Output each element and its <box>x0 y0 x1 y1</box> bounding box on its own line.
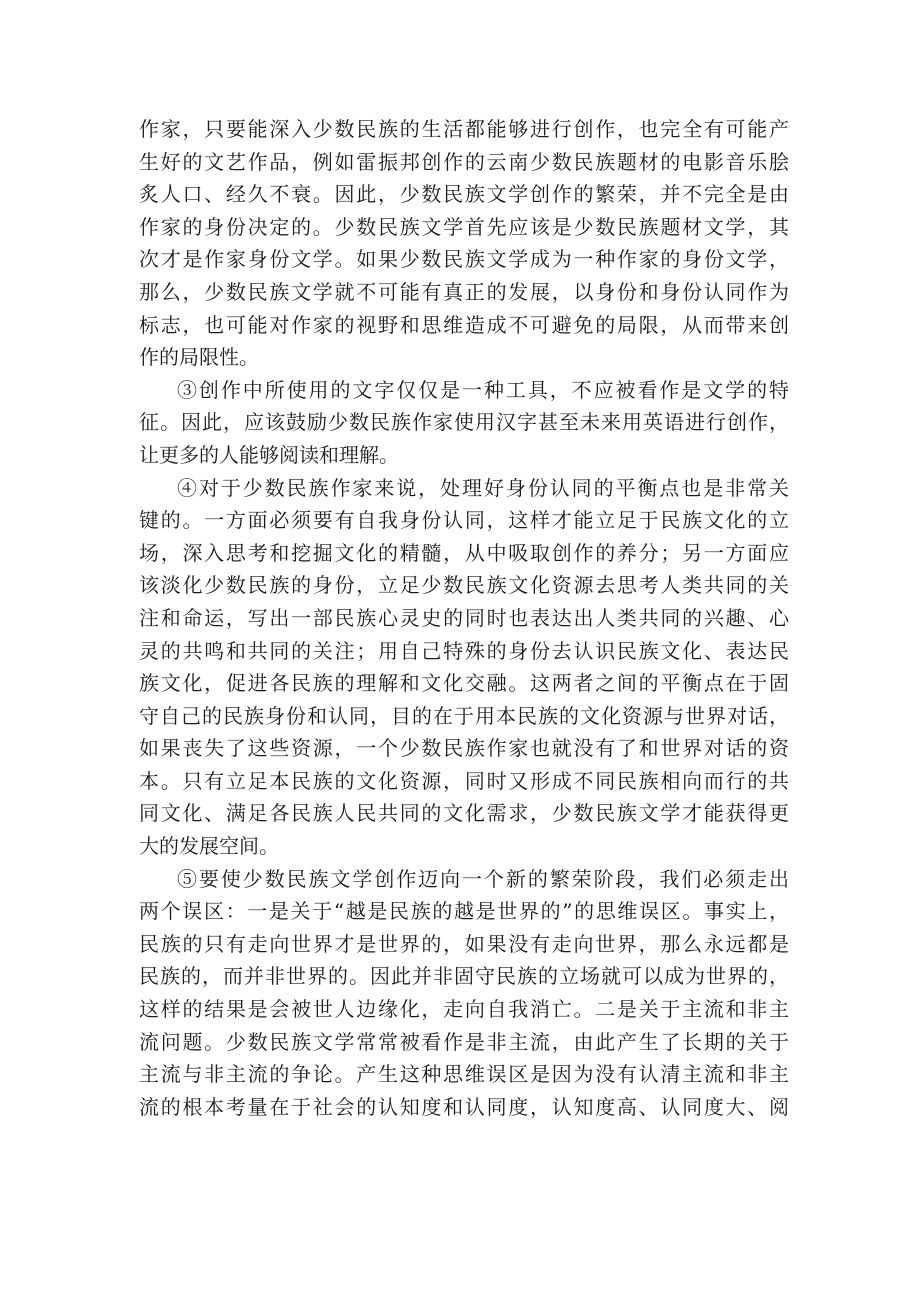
text-line: 标志，也可能对作家的视野和思维造成不可避免的局限，从而带来创 <box>139 312 789 337</box>
text-line: 让更多的人能够阅读和理解。 <box>139 442 399 467</box>
text-line: 如果丧失了这些资源，一个少数民族作家也就没有了和世界对话的资 <box>139 736 789 761</box>
text-line: 族文化，促进各民族的理解和文化交融。这两者之间的平衡点在于固 <box>139 671 789 696</box>
text-line: 守自己的民族身份和认同，目的在于用本民族的文化资源与世界对话， <box>139 703 789 728</box>
text-line: 生好的文艺作品，例如雷振邦创作的云南少数民族题材的电影音乐脍 <box>139 149 789 174</box>
article-body <box>139 113 789 1123</box>
paragraph-3-first-line: ③创作中所使用的文字仅仅是一种工具，不应被看作是文学的特 <box>177 377 789 402</box>
text-line: 灵的共鸣和共同的关注；用自己特殊的身份去认识民族文化、表达民 <box>139 638 789 663</box>
text-line: 民族的只有走向世界才是世界的，如果没有走向世界，那么永远都是 <box>139 931 789 956</box>
text-line: 流问题。少数民族文学常常被看作是非主流，由此产生了长期的关于 <box>139 1029 789 1054</box>
paragraph-4-first-line: ④对于少数民族作家来说，处理好身份认同的平衡点也是非常关 <box>177 475 789 500</box>
text-line: 作家，只要能深入少数民族的生活都能够进行创作，也完全有可能产 <box>139 117 789 141</box>
text-line: 流的根本考量在于社会的认知度和认同度，认知度高、认同度大、阅 <box>139 1094 789 1119</box>
text-line: 同文化、满足各民族人民共同的文化需求，少数民族文学才能获得更 <box>139 801 789 826</box>
text-line: 大的发展空间。 <box>139 834 279 859</box>
paragraph-5-first-line: ⑤要使少数民族文学创作迈向一个新的繁荣阶段，我们必须走出 <box>177 866 789 891</box>
text-line: 键的。一方面必须要有自我身份认同，这样才能立足于民族文化的立 <box>139 508 789 533</box>
text-line: 两个误区：一是关于“越是民族的越是世界的”的思维误区。事实上， <box>139 899 789 924</box>
text-line: 民族的，而并非世界的。因此并非固守民族的立场就可以成为世界的， <box>139 964 789 989</box>
text-line: 这样的结果是会被世人边缘化，走向自我消亡。二是关于主流和非主 <box>139 997 789 1022</box>
text-line: 场，深入思考和挖掘文化的精髓，从中吸取创作的养分；另一方面应 <box>139 540 789 565</box>
text-line: 炙人口、经久不衰。因此，少数民族文学创作的繁荣，并不完全是由 <box>139 182 789 207</box>
text-line: 次才是作家身份文学。如果少数民族文学成为一种作家的身份文学， <box>139 247 789 272</box>
text-line: 主流与非主流的争论。产生这种思维误区是因为没有认清主流和非主 <box>139 1062 789 1087</box>
text-line: 作家的身份决定的。少数民族文学首先应该是少数民族题材文学，其 <box>139 214 789 239</box>
text-line: 那么，少数民族文学就不可能有真正的发展，以身份和身份认同作为 <box>139 279 789 304</box>
text-line: 注和命运，写出一部民族心灵史的同时也表达出人类共同的兴趣、心 <box>139 605 789 630</box>
text-line: 作的局限性。 <box>139 345 259 370</box>
text-line: 征。因此，应该鼓励少数民族作家使用汉字甚至未来用英语进行创作， <box>139 410 789 435</box>
text-line: 该淡化少数民族的身份，立足少数民族文化资源去思考人类共同的关 <box>139 573 789 598</box>
text-line: 本。只有立足本民族的文化资源，同时又形成不同民族相向而行的共 <box>139 768 789 793</box>
